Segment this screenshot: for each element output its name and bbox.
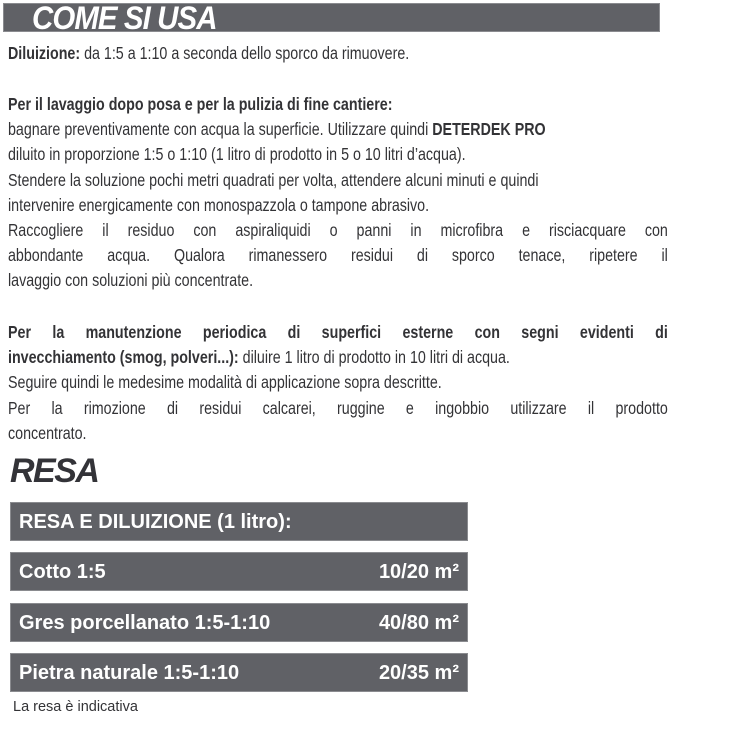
section1-line: diluito in proporzione 1:5 o 1:10 (1 litro di prodotto in 5 o 10 litri d’acqua). — [8, 144, 466, 165]
row-label: Cotto 1:5 — [19, 561, 106, 583]
row-value: 10/20 m² — [378, 561, 459, 583]
section1-line: abbondante acqua. Qualora rimanessero residui di sporco tenace, ripetere il — [8, 245, 668, 266]
section2-line: Per la rimozione di residui calcarei, ruggine e ingobbio utilizzare il prodotto — [8, 397, 668, 418]
table-row — [10, 603, 468, 642]
section1-line: bagnare preventivamente con acqua la superficie. Utilizzare quindi — [8, 119, 433, 140]
row-value: 40/80 m² — [378, 612, 459, 634]
section1-line: Stendere la soluzione pochi metri quadrati per volta, attendere alcuni minuti e quindi — [8, 169, 539, 190]
section1-heading: Per il lavaggio dopo posa e per la pulizia di fine cantiere: — [8, 94, 393, 114]
section2-heading: Per la manutenzione periodica di superfici esterne con segni evidenti di — [8, 322, 668, 342]
section2-line: diluire 1 litro di prodotto in 10 litri di acqua. — [238, 347, 510, 368]
section2-line: Seguire quindi le medesime modalità di applicazione sopra descritte. — [8, 372, 442, 393]
section-cleaning-after-laying — [8, 92, 668, 294]
yield-table-header — [10, 502, 468, 541]
yield-table-header-label: RESA E DILUIZIONE (1 litro): — [19, 511, 292, 533]
table-row — [10, 653, 468, 692]
section1-line: Raccogliere il residuo con aspiraliquidi o panni in microfibra e risciacquare con — [8, 220, 668, 241]
table-row — [10, 552, 468, 591]
row-value: 20/35 m² — [378, 662, 459, 684]
row-label: Pietra naturale 1:5-1:10 — [19, 662, 240, 684]
section-title: COME SI USA — [32, 3, 217, 32]
section1-line: lavaggio con soluzioni più concentrate. — [8, 270, 254, 291]
dilution-paragraph — [8, 41, 668, 66]
yield-note: La resa è indicativa — [13, 699, 138, 715]
section2-heading-cont: invecchiamento (smog, polveri...): — [8, 347, 239, 368]
dilution-text: da 1:5 a 1:10 a seconda dello sporco da rimuovere. — [80, 43, 410, 63]
section1-line: intervenire energicamente con monospazzola o tampone abrasivo. — [8, 194, 430, 215]
section-header-come-si-usa — [3, 3, 660, 32]
row-label: Gres porcellanato 1:5-1:10 — [19, 612, 271, 634]
dilution-label: Diluizione: — [8, 43, 81, 63]
section2-line: concentrato. — [8, 422, 87, 443]
product-name: DETERDEK PRO — [432, 119, 546, 140]
section-periodic-maintenance — [8, 320, 668, 446]
resa-title: RESA — [10, 452, 99, 490]
